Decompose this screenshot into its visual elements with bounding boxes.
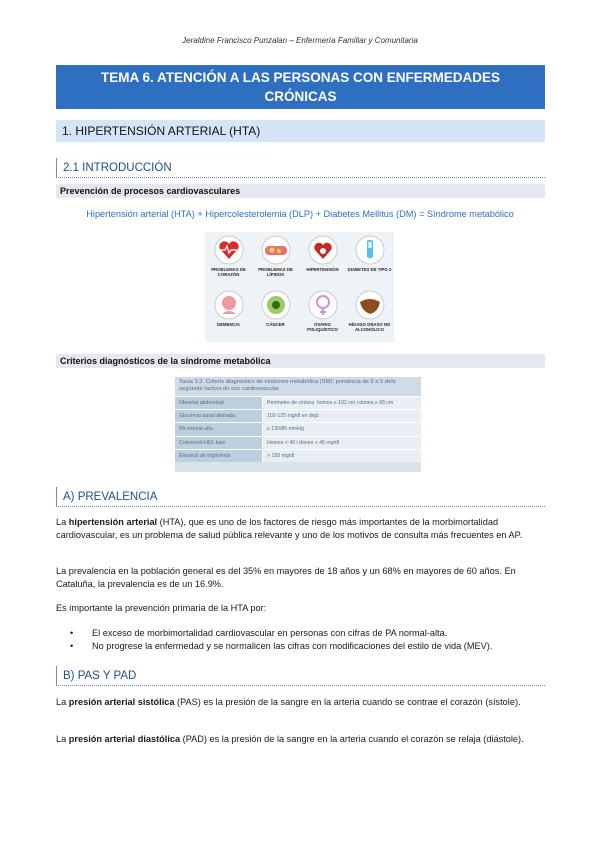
figure-label: HIPERTENSIÓN [306,267,339,272]
prevention-heading: Prevención de procesos cardiovasculares [56,184,545,198]
dementia-icon [205,287,252,342]
table-cell: PA normal-alta [175,423,262,435]
figure-label: DEMENCIA [217,322,240,327]
table-row [175,436,421,449]
ovary-icon [299,287,346,342]
list-item: • No progrese la enfermedad y se normalicen las cifras con modificaciones del estilo de vida (MEV). [70,641,493,651]
figure-label: PROBLEMAS DE CORAZÓN [211,267,246,277]
subsection-intro: 2.1 INTRODUCCIÓN [56,158,545,178]
metabolic-syndrome-figure [205,232,394,342]
paragraph-pas: La presión arterial sistólica (PAS) es la presión de la sangre en la arteria cuando se contrae el corazón (sístole). [56,697,521,707]
figure-label: OVARIO POLIQUÍSTICO [307,322,338,332]
table-caption: Taula 3.3. Criteris diagnòstics de síndrome metabòlica (SM): presència de 3 a 5 dels següents factors de risc cardiovascular [175,377,421,396]
table-row [175,449,421,462]
list-item: • El exceso de morbimortalidad cardiovascular en personas con cifras de PA normal-alta. [70,628,448,638]
figure-label: HÍGADO GRASO NO ALCOHÓLICO [348,322,391,332]
table-cell: Obesitat abdominal [175,397,262,409]
table-cell: > 150 mg/dl [262,450,421,462]
metabolic-formula: Hipertensión arterial (HTA) + Hipercolesterolemia (DLP) + Diabetes Mellitus (DM) = Síndrome metabólico [86,209,514,219]
heart-problems-icon [205,232,252,287]
table-row [175,409,421,422]
table-row [175,422,421,435]
paragraph-prevalence: La prevalencia en la población general es del 35% en mayores de 18 años y un 68% en mayores de 60 años. En Cataluña, la prevalencia es de un 16.9%. [56,566,516,589]
table-cell: Homes < 40 i dones < 46 mg/dl [262,437,421,449]
paragraph-prevention: Es importante la prevención primaria de la HTA por: [56,603,267,613]
lipids-icon [252,232,299,287]
table-cell: Glucèmia basal alterada [175,410,262,422]
table-cell: Colesterol-HDL baix [175,437,262,449]
subsection-prevalence: A) PREVALENCIA [56,487,545,507]
table-cell: 102-125 mg/dl en dejú [262,410,421,422]
chapter-title [56,65,545,109]
chapter-title-line1: TEMA 6. ATENCIÓN A LAS PERSONAS CON ENFERMEDADES [100,70,501,85]
section-heading: 1. HIPERTENSIÓN ARTERIAL (HTA) [56,120,545,142]
hypertension-icon [299,232,346,287]
criteria-table [175,377,421,472]
paragraph-pad: La presión arterial diastólica (PAD) es la presión de la sangre en la arteria cuando el corazón se relaja (diástole). [56,734,524,744]
figure-label: PROBLEMAS DE LÍPIDOS [258,267,293,277]
table-row [175,396,421,409]
table-cell: Elevació de triglicèrids [175,450,262,462]
paragraph-hta: La hipertensión arterial (HTA), que es uno de los factores de riesgo más importantes de la morbimortalidad cardiovascular, es un problema de salud pública relevante y uno de los motivos de consulta más frecuentes en AP. [56,517,523,540]
chapter-title-line2: CRÓNICAS [264,89,337,104]
page-header: Jeraldine Francisco Punzalan – Enfermería Familiar y Comunitaria [182,36,418,45]
diabetes-icon [346,232,393,287]
table-cell: Perímetre de cintura: homes ≥ 102 cm i dones ≥ 88 cm [262,397,421,409]
figure-label: DIABETES DE TIPO 2 [347,267,392,272]
cancer-icon [252,287,299,342]
table-cell: ≥ 130/85 mmHg [262,423,421,435]
figure-label: CÁNCER [266,322,285,327]
criteria-heading: Criterios diagnósticos de la síndrome metabólica [56,354,545,368]
subsection-pas-pad: B) PAS Y PAD [56,666,545,686]
fatty-liver-icon [346,287,393,342]
